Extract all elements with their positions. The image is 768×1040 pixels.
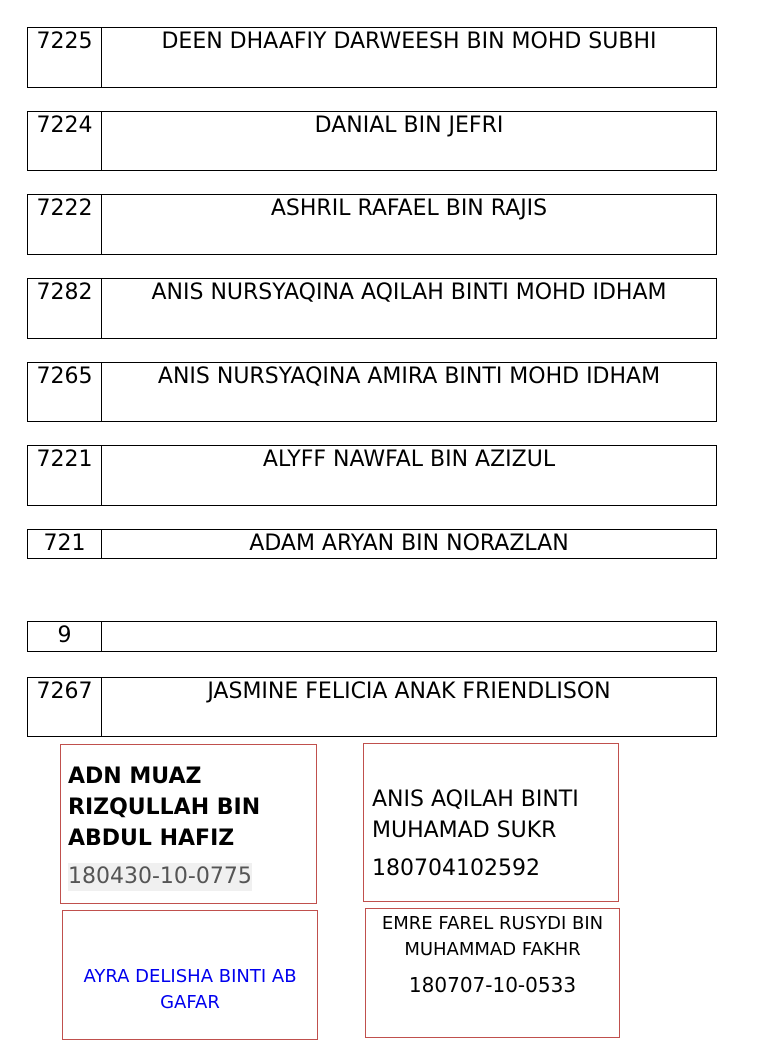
card-student-id: 180707-10-0533 <box>408 973 577 997</box>
card-student-name: AYRA DELISHA BINTI AB GAFAR <box>83 966 297 1013</box>
table-row <box>27 445 717 506</box>
student-code: 721 <box>28 530 102 558</box>
student-name: ANIS NURSYAQINA AQILAH BINTI MOHD IDHAM <box>151 280 667 305</box>
student-card <box>62 910 318 1040</box>
student-name: ADAM ARYAN BIN NORAZLAN <box>249 531 569 556</box>
student-code: 7225 <box>28 28 102 87</box>
student-name: JASMINE FELICIA ANAK FRIENDLISON <box>207 679 611 704</box>
table-row <box>27 111 717 171</box>
table-row <box>27 27 717 88</box>
student-code: 7265 <box>28 363 102 421</box>
student-card <box>365 908 620 1038</box>
table-row <box>27 677 717 737</box>
card-student-id: 180430-10-0775 <box>68 864 252 889</box>
student-code: 9 <box>28 622 102 651</box>
student-name: ALYFF NAWFAL BIN AZIZUL <box>262 447 556 472</box>
student-card <box>60 744 317 904</box>
table-row <box>27 362 717 422</box>
student-code: 7267 <box>28 678 102 736</box>
card-student-id: 180704102592 <box>372 856 540 881</box>
student-code: 7224 <box>28 112 102 170</box>
student-code: 7221 <box>28 446 102 505</box>
student-name: ANIS NURSYAQINA AMIRA BINTI MOHD IDHAM <box>157 364 661 389</box>
card-student-name: ANIS AQILAH BINTI MUHAMAD SUKR <box>372 787 579 843</box>
student-card <box>363 743 619 902</box>
student-name: DANIAL BIN JEFRI <box>314 113 504 138</box>
card-student-name: EMRE FAREL RUSYDI BIN MUHAMMAD FAKHR <box>381 913 604 960</box>
student-name: DEEN DHAAFIY DARWEESH BIN MOHD SUBHI <box>161 29 657 54</box>
student-code: 7222 <box>28 195 102 254</box>
table-row <box>27 529 717 559</box>
table-row <box>27 278 717 339</box>
table-row <box>27 621 717 652</box>
student-name <box>102 622 716 651</box>
card-student-name: ADN MUAZ RIZQULLAH BIN ABDUL HAFIZ <box>68 764 261 851</box>
table-row <box>27 194 717 255</box>
student-name: ASHRIL RAFAEL BIN RAJIS <box>270 196 548 221</box>
student-code: 7282 <box>28 279 102 338</box>
